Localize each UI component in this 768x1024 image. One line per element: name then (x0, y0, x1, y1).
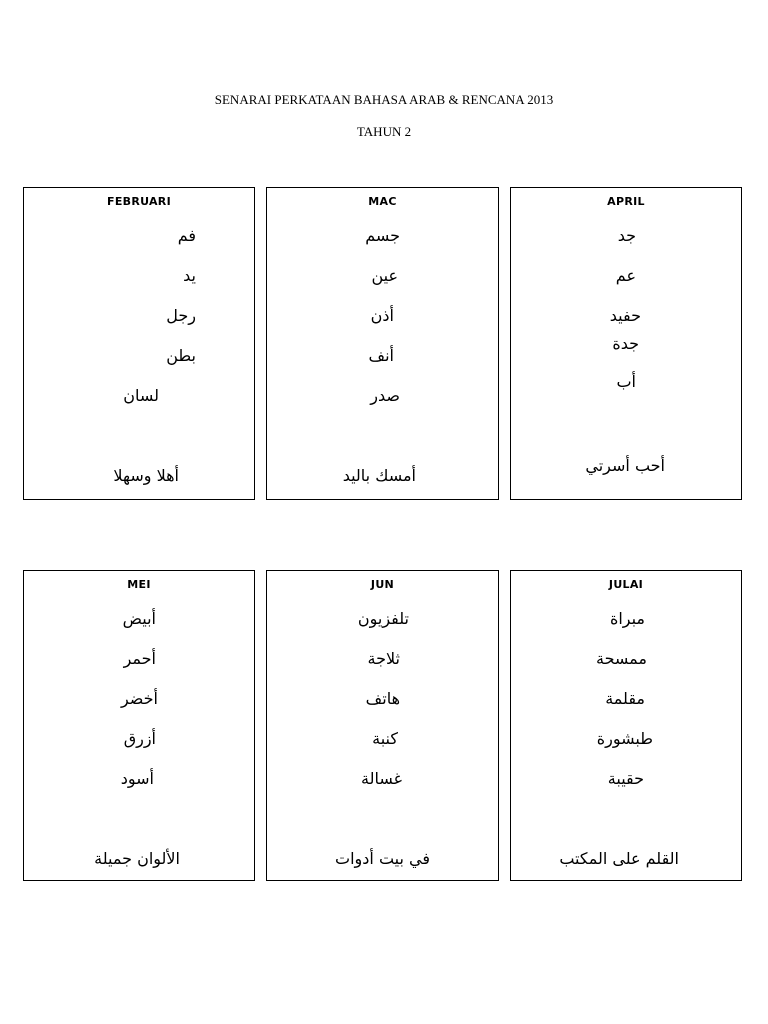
month-label: APRIL (607, 195, 645, 208)
word-item: ثلاجة (367, 649, 400, 668)
word-item: رجل (166, 306, 196, 325)
word-item: حقيبة (607, 769, 644, 788)
word-item: عم (615, 266, 636, 285)
word-item: لسان (123, 386, 159, 405)
word-item: كنبة (372, 729, 398, 748)
word-item: أنف (368, 346, 394, 365)
phrase: في بيت أدوات (335, 849, 430, 868)
word-item: يد (183, 266, 196, 285)
month-box-mei (23, 570, 255, 881)
word-item: أسود (120, 769, 154, 788)
month-label: JULAI (608, 578, 644, 591)
month-box-jun (266, 570, 499, 881)
page-subtitle: TAHUN 2 (356, 124, 412, 139)
word-item: أزرق (123, 729, 156, 748)
month-box-julai (510, 570, 742, 881)
word-item: بطن (166, 346, 196, 365)
word-item: أبيض (122, 609, 156, 628)
phrase: الألوان جميلة (94, 849, 180, 868)
phrase: أهلا وسهلا (113, 466, 179, 485)
month-box-april (510, 187, 742, 500)
word-item: طبشورة (596, 729, 653, 748)
word-item: أذن (370, 306, 394, 325)
word-item: عين (371, 266, 398, 285)
month-label: JUN (370, 578, 395, 591)
word-item: ممسحة (596, 649, 647, 668)
word-item: غسالة (361, 769, 402, 788)
phrase: أحب أسرتي (585, 456, 665, 475)
word-item: فم (177, 226, 196, 245)
phrase: القلم على المكتب (559, 849, 679, 868)
page-title: SENARAI PERKATAAN BAHASA ARAB & RENCANA 2013 (214, 92, 554, 107)
month-label: FEBRUARI (107, 195, 171, 208)
word-item: صدر (370, 386, 400, 405)
word-item: مقلمة (605, 689, 645, 708)
word-item: حفيد (609, 306, 641, 325)
word-item: جد (617, 226, 636, 245)
word-item: جسم (365, 226, 400, 245)
word-item: أخضر (120, 689, 158, 708)
word-item: هاتف (365, 689, 400, 708)
phrase: أمسك باليد (342, 466, 416, 485)
word-item: تلفزيون (357, 609, 409, 628)
word-item: أحمر (123, 649, 156, 668)
word-item: أب (616, 372, 636, 391)
word-item: مبراة (609, 609, 645, 628)
month-label: MEI (127, 578, 151, 591)
month-label: MAC (368, 195, 397, 208)
word-item: جدة (612, 334, 639, 353)
month-box-mac (266, 187, 499, 500)
month-box-februari (23, 187, 255, 500)
